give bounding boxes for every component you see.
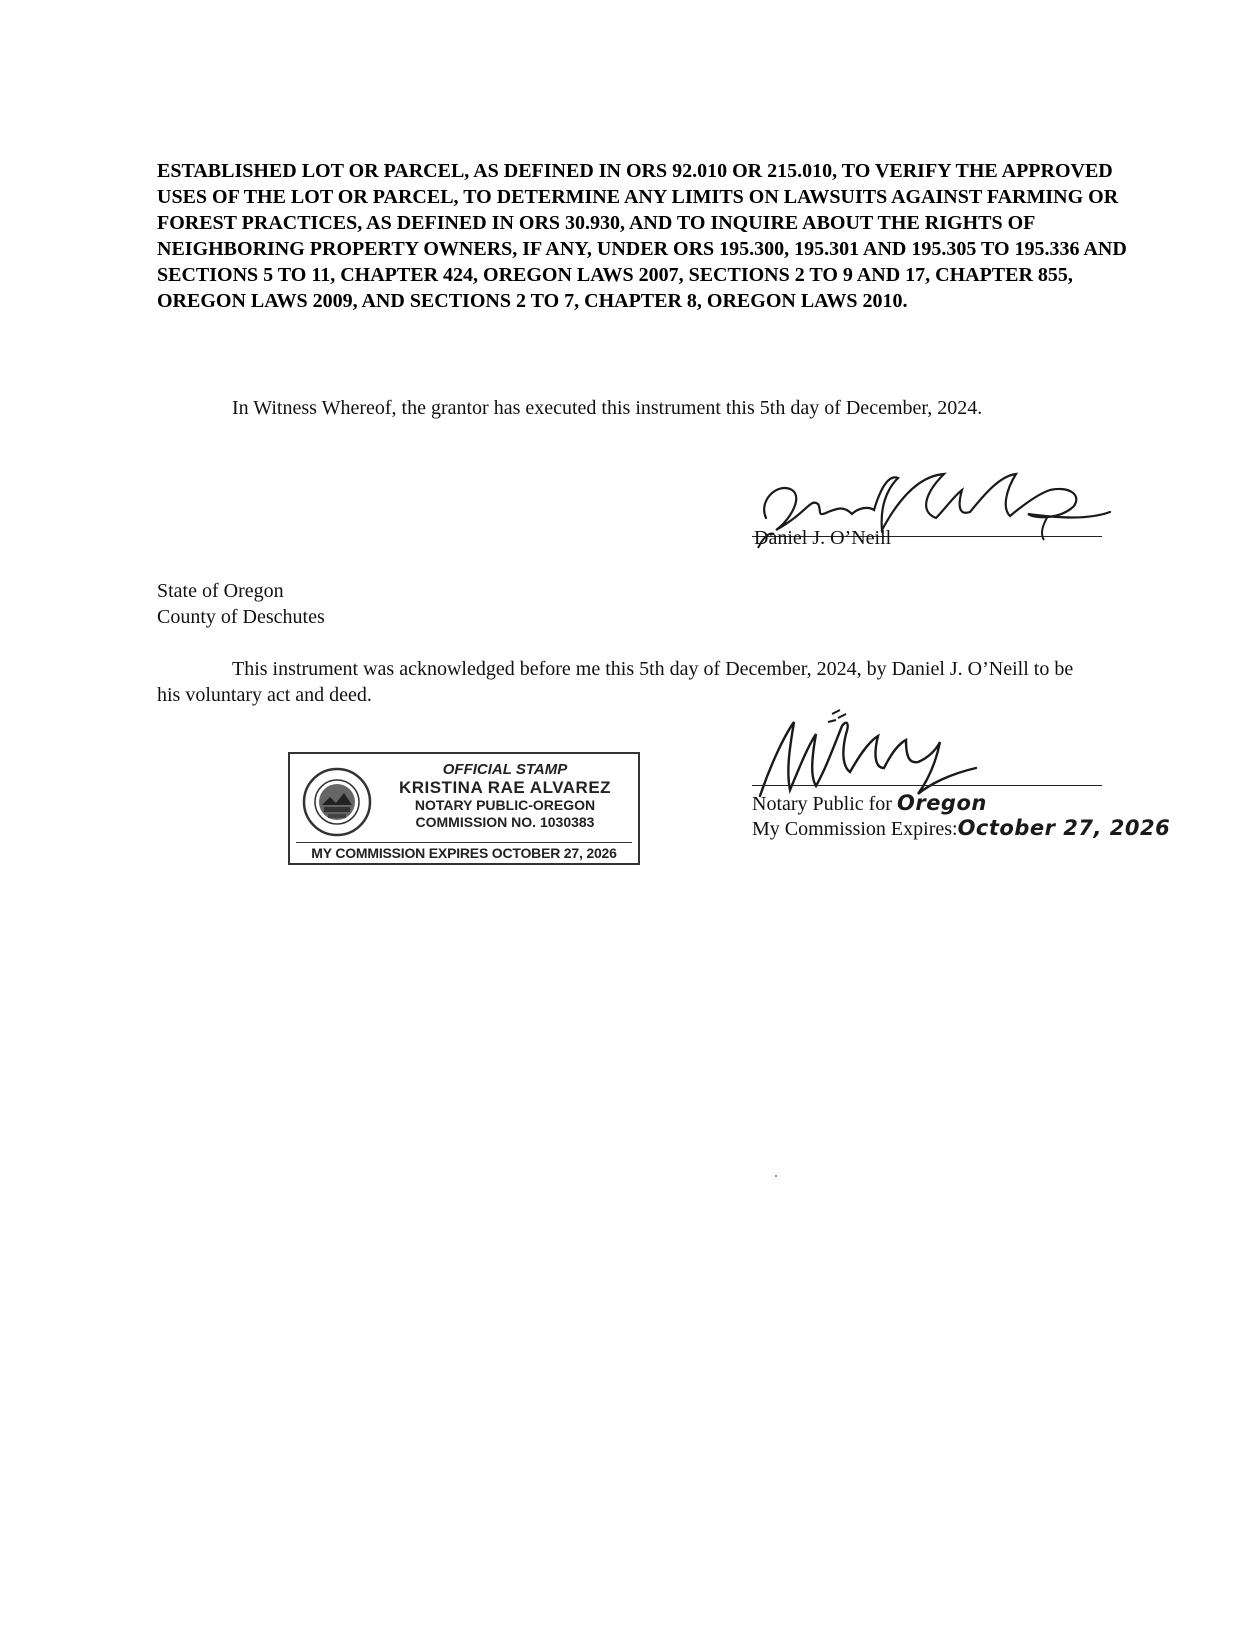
notary-state-handwritten: Oregon: [896, 791, 987, 815]
acknowledgment-text: This instrument was acknowledged before me this 5th day of December, 2024, by Daniel J. O’Neill to be his voluntary act and deed.: [157, 658, 1074, 706]
stamp-text-block: [380, 761, 630, 831]
stamp-expiration: MY COMMISSION EXPIRES OCTOBER 27, 2026: [311, 845, 617, 861]
stamp-divider: [296, 842, 632, 843]
grantor-name: Daniel J. O’Neill: [754, 527, 892, 549]
oregon-seal-icon: [302, 767, 372, 837]
scan-speck: [775, 1175, 777, 1177]
stamp-notary-public: NOTARY PUBLIC-OREGON: [414, 797, 596, 813]
stamp-commission-number: COMMISSION NO. 1030383: [415, 814, 595, 830]
notary-public-for: [752, 790, 987, 817]
notary-expires-handwritten: October 27, 2026: [957, 816, 1171, 840]
notary-commission-expires: [752, 815, 1170, 842]
state-line: State of Oregon: [157, 580, 284, 602]
notary-expires-label: My Commission Expires:: [752, 818, 958, 840]
notary-stamp: [288, 752, 640, 865]
stamp-notary-name: KRISTINA RAE ALVAREZ: [398, 778, 612, 797]
notary-signature-line: [752, 785, 1102, 786]
acknowledgment-paragraph: [157, 656, 1077, 708]
stamp-title: OFFICIAL STAMP: [442, 761, 568, 778]
notary-for-label: Notary Public for: [752, 793, 897, 815]
venue-block: [157, 578, 325, 630]
disclaimer-paragraph: ESTABLISHED LOT OR PARCEL, AS DEFINED IN ORS 92.010 OR 215.010, TO VERIFY THE APPROVED USES OF THE LOT OR PARCEL, TO DETERMINE ANY LIMITS ON LAWSUITS AGAINST FARMING OR FOREST PRACTICES, AS DEFINED IN ORS 30.930, AND TO INQUIRE ABOUT THE RIGHTS OF NEIGHBORING PROPERTY OWNERS, IF ANY, UNDER ORS 195.300, 195.301 AND 195.305 TO 195.336 AND SECTIONS 5 TO 11, CHAPTER 424, OREGON LAWS 2007, SECTIONS 2 TO 9 AND 17, CHAPTER 855, OREGON LAWS 2009, AND SECTIONS 2 TO 7, CHAPTER 8, OREGON LAWS 2010.: [157, 160, 1127, 312]
witness-statement: In Witness Whereof, the grantor has executed this instrument this 5th day of December, 2024.: [232, 397, 983, 419]
county-line: County of Deschutes: [157, 606, 325, 628]
